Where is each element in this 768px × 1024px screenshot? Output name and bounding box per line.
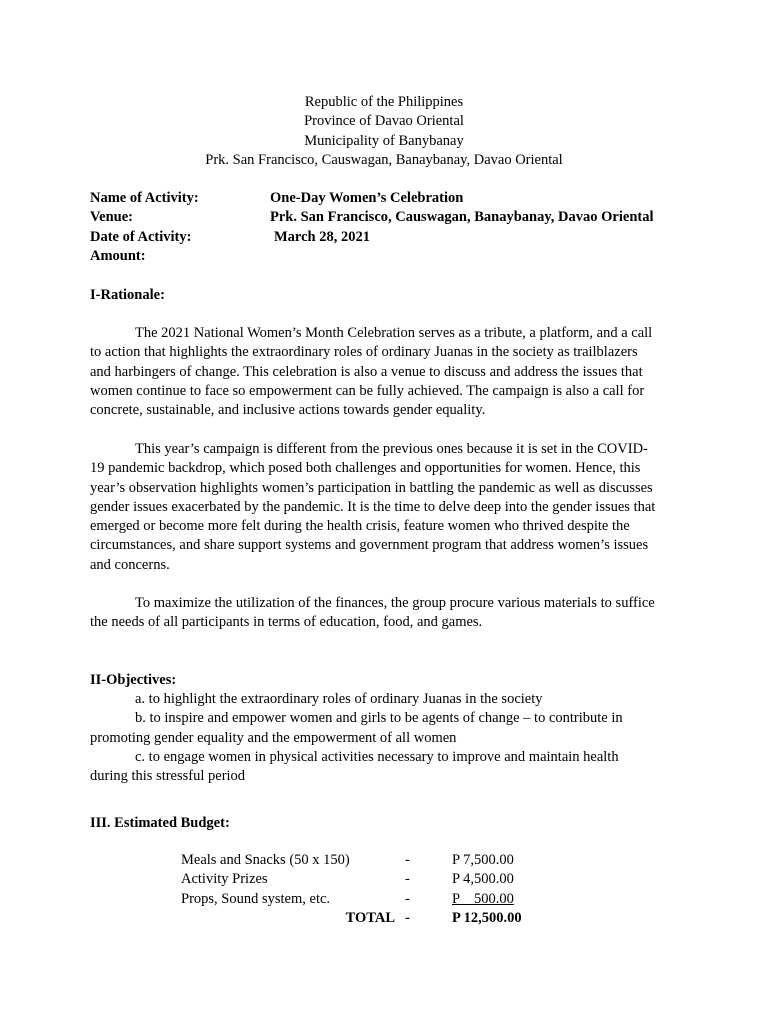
budget-row <box>0 890 768 909</box>
objectives-heading: II-Objectives: <box>90 672 177 688</box>
budget-item-amount: P 4,500.00 <box>452 871 514 888</box>
paragraph-line: women continue to face so empowerment can be fully achieved. The campaign is also a call for <box>90 382 645 399</box>
paragraph-line: To maximize the utilization of the finances, the group procure various materials to suffice <box>135 595 655 611</box>
budget-item-label: Props, Sound system, etc. <box>181 890 331 907</box>
paragraph-line: to action that highlights the extraordinary roles of ordinary Juanas in the society as trailblazers <box>90 344 638 361</box>
objective-c-continued: during this stressful period <box>90 768 246 785</box>
objective-a: a. to highlight the extraordinary roles of ordinary Juanas in the society <box>135 691 543 707</box>
budget-row <box>0 851 768 870</box>
budget-row <box>0 870 768 889</box>
activity-value: One-Day Women’s Celebration <box>270 190 464 206</box>
header-line-province: Province of Davao Oriental <box>304 113 464 130</box>
amount-label: Amount: <box>90 247 146 264</box>
venue-value: Prk. San Francisco, Causwagan, Banaybanay, Davao Oriental <box>270 209 654 226</box>
rationale-paragraph-2 <box>90 440 682 575</box>
paragraph-line: The 2021 National Women’s Month Celebration serves as a tribute, a platform, and a call <box>135 325 653 341</box>
header-line-municipality: Municipality of Banybanay <box>304 132 464 149</box>
budget-item-amount: P 500.00 <box>452 890 514 907</box>
paragraph-line: the needs of all participants in terms of education, food, and games. <box>90 614 483 631</box>
rationale-heading: I-Rationale: <box>90 287 165 303</box>
budget-heading: III. Estimated Budget: <box>90 815 230 831</box>
rationale-paragraph-3 <box>90 594 682 633</box>
header-line-address: Prk. San Francisco, Causwagan, Banaybanay, Davao Oriental <box>205 151 563 168</box>
paragraph-line: emerged or become more felt during the health crisis, feature women who thrived despite the <box>90 518 630 535</box>
header-line-republic: Republic of the Philippines <box>304 94 464 110</box>
document-header <box>0 93 768 170</box>
date-value: March 28, 2021 <box>274 228 370 245</box>
paragraph-line: concrete, sustainable, and inclusive actions towards gender equality. <box>90 402 486 419</box>
budget-dash: - <box>405 852 410 868</box>
paragraph-line: gender issues exacerbated by the pandemic. It is the time to delve deep into the gender issues that <box>90 498 656 515</box>
budget-item-label: Activity Prizes <box>181 871 268 888</box>
budget-item-label: Meals and Snacks (50 x 150) <box>181 852 350 868</box>
paragraph-line: circumstances, and share support systems and government program that address women’s issues <box>90 537 649 554</box>
objective-c: c. to engage women in physical activities necessary to improve and maintain health <box>135 748 619 765</box>
activity-label: Name of Activity: <box>90 190 199 206</box>
date-label: Date of Activity: <box>90 228 192 245</box>
paragraph-line: and harbingers of change. This celebration is also a venue to discuss and address the issues that <box>90 363 643 380</box>
budget-total-label: TOTAL <box>345 909 395 926</box>
budget-total-row <box>0 909 768 928</box>
paragraph-line: and concerns. <box>90 556 170 573</box>
objective-b: b. to inspire and empower women and girls to be agents of change – to contribute in <box>135 710 623 727</box>
budget-dash: - <box>405 871 410 888</box>
paragraph-line: This year’s campaign is different from the previous ones because it is set in the COVID- <box>135 441 648 457</box>
rationale-paragraph-1 <box>90 324 682 420</box>
budget-table <box>0 851 768 928</box>
objective-b-continued: promoting gender equality and the empowerment of all women <box>90 729 457 746</box>
budget-dash: - <box>405 909 410 926</box>
objectives-list <box>90 690 690 786</box>
venue-label: Venue: <box>90 209 133 226</box>
budget-total-amount: P 12,500.00 <box>452 909 522 926</box>
paragraph-line: 19 pandemic backdrop, which posed both challenges and opportunities for women. Hence, this <box>90 460 641 477</box>
budget-item-amount: P 7,500.00 <box>452 852 514 868</box>
paragraph-line: year’s observation highlights women’s participation in battling the pandemic as well as discusses <box>90 479 653 496</box>
budget-dash: - <box>405 890 410 907</box>
